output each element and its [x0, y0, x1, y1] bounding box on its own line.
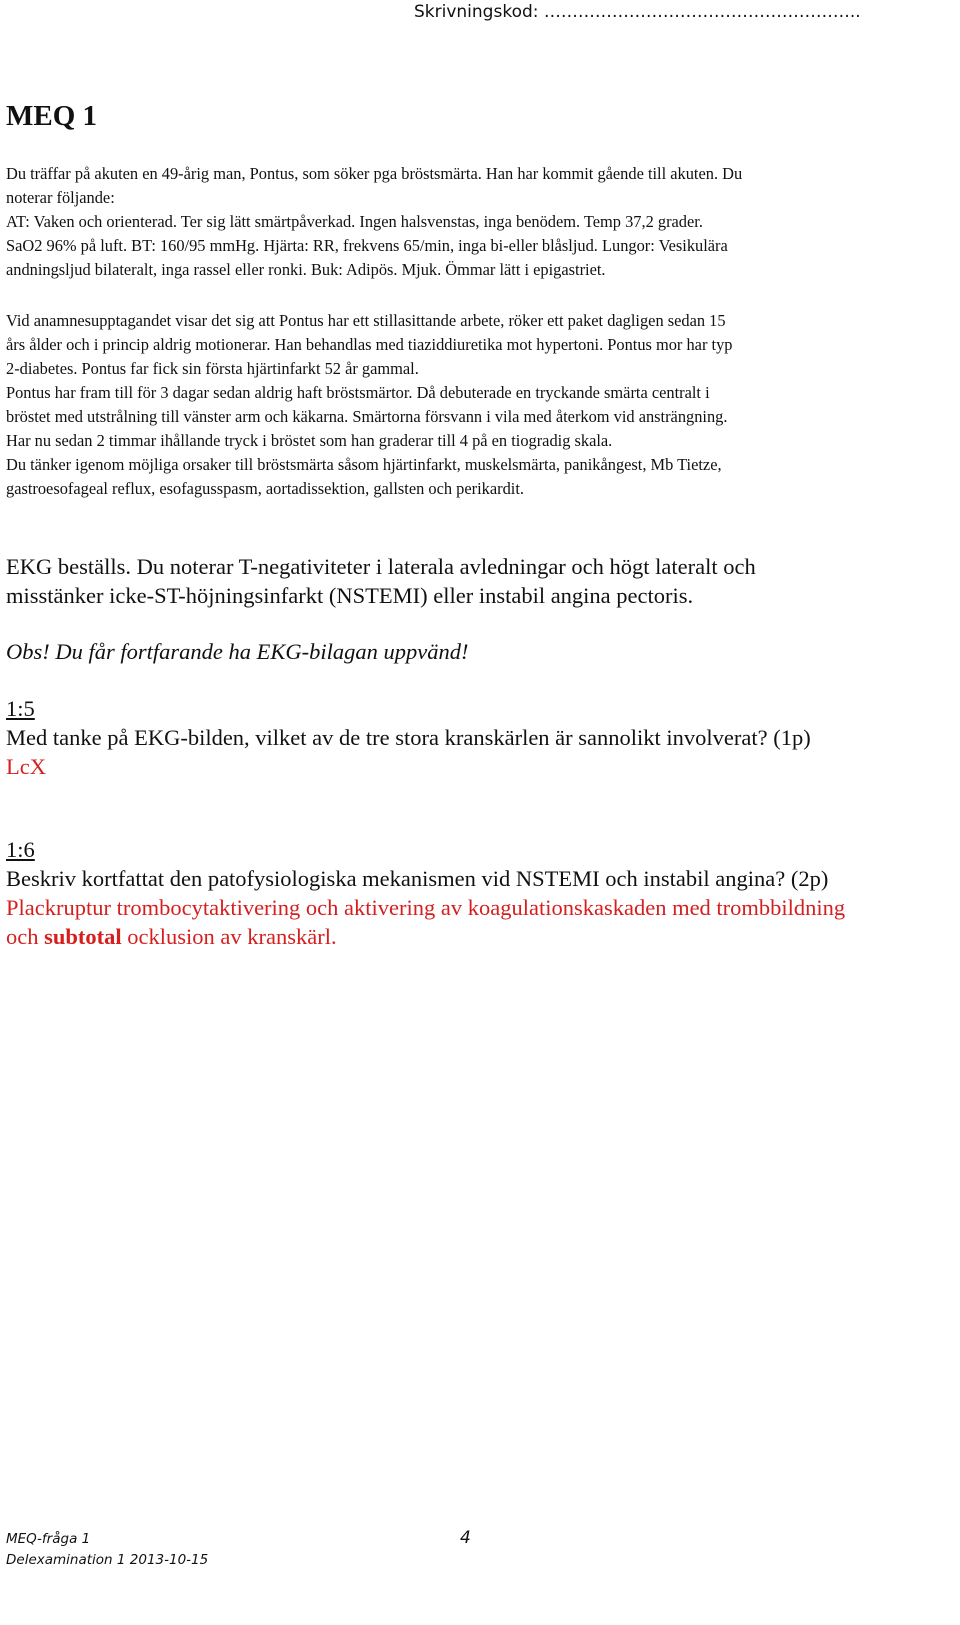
answer-text: Plackruptur trombocytaktivering och aktivering av koagulationskaskaden med trombbildning [6, 895, 846, 920]
anamnesis-line: gastroesofageal reflux, esofagusspasm, aortadissektion, gallsten och perikardit. [6, 479, 524, 498]
footer-question-label: MEQ-fråga 1 [6, 1531, 91, 1547]
anamnesis-line: Pontus har fram till för 3 dagar sedan aldrig haft bröstsmärtor. Då debuterade en tryckande smärta centralt i [6, 383, 710, 402]
case-line: noterar följande: [6, 188, 115, 207]
anamnesis-line: bröstet med utstrålning till vänster arm och käkarna. Smärtorna försvann i vila med återkom vid ansträngning. [6, 407, 728, 426]
page-title: MEQ 1 [6, 100, 98, 132]
skrivningskod-label: Skrivningskod: ……………………………………………….. [414, 2, 861, 22]
footer-exam-label: Delexamination 1 2013-10-15 [6, 1552, 209, 1568]
ekg-paragraph [6, 552, 951, 610]
ekg-line: misstänker icke-ST-höjningsinfarkt (NSTEMI) eller instabil angina pectoris. [6, 583, 694, 608]
case-line: Du träffar på akuten en 49-årig man, Pontus, som söker pga bröstsmärta. Han har kommit gående till akuten. Du [6, 164, 743, 183]
case-line: SaO2 96% på luft. BT: 160/95 mmHg. Hjärta: RR, frekvens 65/min, inga bi-eller blåsljud. Lungor: Vesikulära [6, 236, 728, 255]
question-number: 1:6 [6, 837, 35, 862]
anamnesis-line: Vid anamnesupptagandet visar det sig att Pontus har ett stillasittande arbete, röker ett paket dagligen sedan 15 [6, 311, 726, 330]
ekg-note: Obs! Du får fortfarande ha EKG-bilagan uppvänd! [6, 639, 469, 664]
anamnesis-line: Du tänker igenom möjliga orsaker till bröstsmärta såsom hjärtinfarkt, muskelsmärta, panikångest, Mb Tietze, [6, 455, 722, 474]
answer-emphasis: subtotal [44, 924, 122, 949]
anamnesis-line: 2-diabetes. Pontus far fick sin första hjärtinfarkt 52 år gammal. [6, 359, 419, 378]
case-description [6, 162, 946, 282]
case-line: andningsljud bilateralt, inga rassel eller ronki. Buk: Adipös. Mjuk. Ömmar lätt i epigastriet. [6, 260, 606, 279]
question-1-6 [6, 835, 951, 951]
answer-fragment: och [6, 924, 45, 949]
case-line: AT: Vaken och orienterad. Ter sig lätt smärtpåverkad. Ingen halsvenstas, inga benödem. Temp 37,2 grader. [6, 212, 703, 231]
answer-text: LcX [6, 754, 46, 779]
anamnesis-line: års ålder och i princip aldrig motionerar. Han behandlas med tiaziddiuretika mot hypertoni. Pontus mor har typ [6, 335, 733, 354]
question-text: Beskriv kortfattat den patofysiologiska mekanismen vid NSTEMI och instabil angina? (2p) [6, 866, 829, 891]
page-number: 4 [460, 1528, 471, 1548]
answer-fragment: ocklusion av kranskärl. [121, 924, 337, 949]
question-1-5 [6, 694, 951, 781]
question-text: Med tanke på EKG-bilden, vilket av de tre stora kranskärlen är sannolikt involverat? (1p) [6, 725, 811, 750]
anamnesis-paragraph [6, 309, 946, 501]
ekg-line: EKG beställs. Du noterar T-negativiteter i laterala avledningar och högt lateralt och [6, 554, 756, 579]
question-number: 1:5 [6, 696, 35, 721]
answer-text [6, 922, 951, 951]
anamnesis-line: Har nu sedan 2 timmar ihållande tryck i bröstet som han graderar till 4 på en tiogradig skala. [6, 431, 613, 450]
